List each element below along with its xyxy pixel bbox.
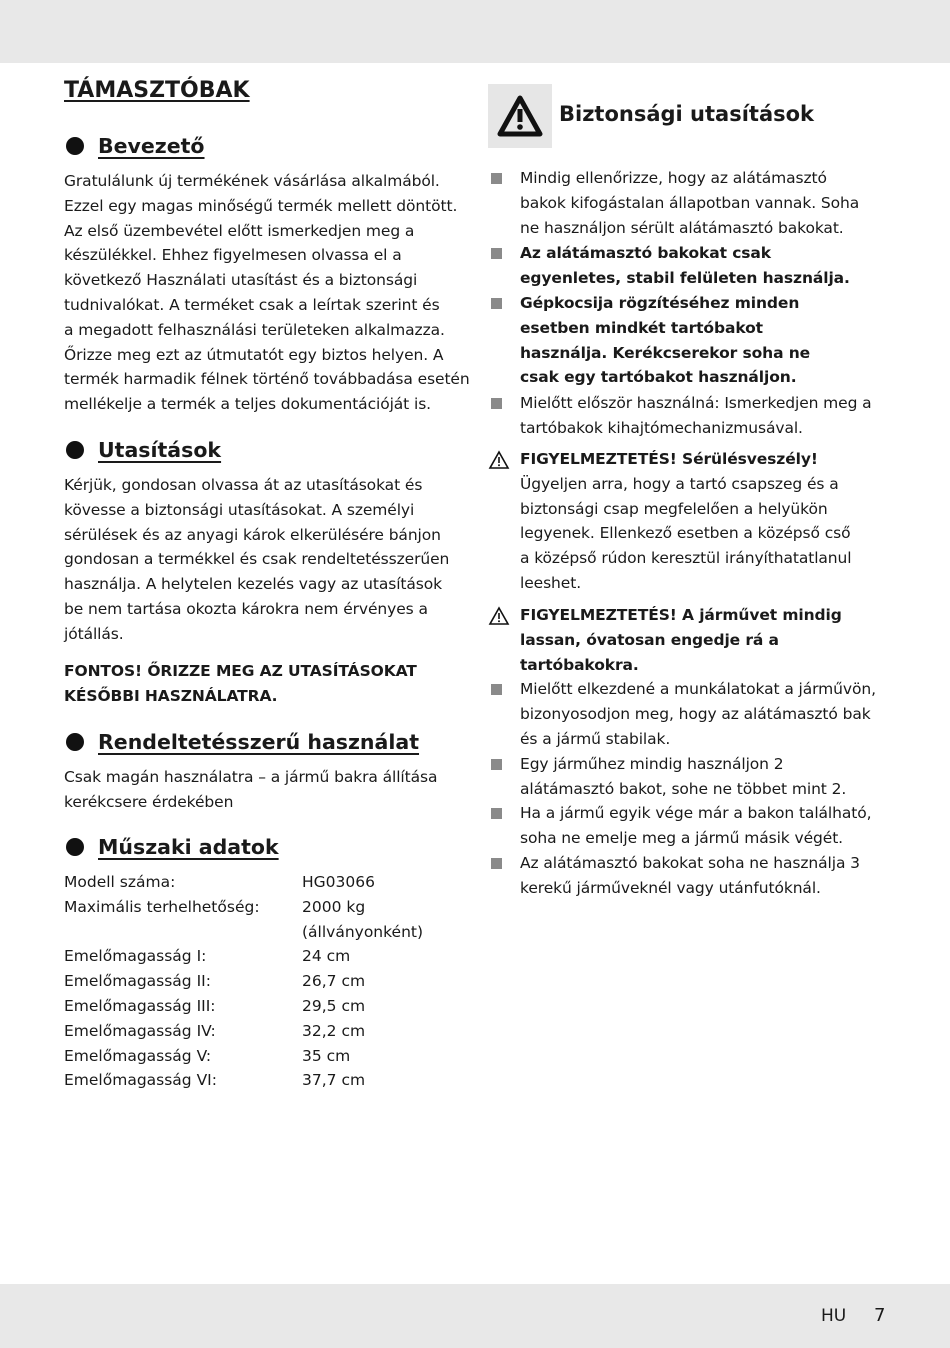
bullet-dot-icon	[66, 137, 84, 155]
spec-row	[64, 870, 423, 895]
use-text: Csak magán használatra – a jármű bakra állítása kerékcsere érdekében	[64, 768, 438, 811]
safety-list-item	[490, 241, 890, 291]
spec-label: Emelőmagasság II:	[64, 972, 211, 991]
spec-label: Emelőmagasság I:	[64, 947, 207, 966]
specs-table	[64, 870, 423, 1093]
warning-injury	[488, 447, 898, 596]
spec-value: 24 cm	[302, 947, 351, 966]
list-item-text: Ha a jármű egyik vége már a bakon található, soha ne emelje meg a jármű másik végét.	[520, 804, 872, 847]
spec-value: 26,7 cm	[302, 972, 366, 991]
spec-label: Maximális terhelhetőség:	[64, 897, 260, 916]
square-bullet-icon	[491, 759, 502, 770]
square-bullet-icon	[491, 173, 502, 184]
spec-value: 35 cm	[302, 1046, 351, 1065]
spec-value: 29,5 cm	[302, 996, 366, 1015]
list-item-text: Mielőtt elkezdené a munkálatokat a járművön, bizonyosodjon meg, hogy az alátámasztó bak és a jármű stabilak.	[520, 680, 876, 748]
spec-label: Emelőmagasság III:	[64, 996, 216, 1015]
warning-triangle-icon	[488, 450, 510, 470]
square-bullet-icon	[491, 684, 502, 695]
square-bullet-icon	[491, 858, 502, 869]
section-heading-use: Rendeltetésszerű használat	[66, 730, 419, 754]
warning-title: FIGYELMEZTETÉS! Sérülésveszély!	[520, 450, 818, 468]
list-item-text: Az alátámasztó bakokat csak egyenletes, stabil felületen használja.	[520, 244, 850, 287]
important-notice: FONTOS! ŐRIZZE MEG AZ UTASÍTÁSOKAT KÉSŐBBI HASZNÁLATRA.	[64, 662, 417, 705]
spec-row	[64, 1019, 423, 1044]
warning-triangle-icon	[496, 94, 544, 138]
spec-label: Emelőmagasság IV:	[64, 1021, 216, 1040]
spec-row	[64, 944, 423, 969]
list-item-text: Gépkocsija rögzítéséhez minden esetben mindkét tartóbakot használja. Kerékcserekor soha ne csak egy tartóbakot használjon.	[520, 294, 811, 387]
section-heading-specs: Műszaki adatok	[66, 835, 279, 859]
warning-lower-vehicle	[488, 603, 898, 677]
document-title: TÁMASZTÓBAK	[64, 78, 250, 103]
spec-value: 32,2 cm	[302, 1021, 366, 1040]
safety-list-item	[490, 752, 890, 802]
warning-title: FIGYELMEZTETÉS! A járművet mindig lassan, óvatosan engedje rá a tartóbakokra.	[520, 606, 842, 674]
spec-row	[64, 895, 423, 945]
spec-value: HG03066	[302, 873, 375, 891]
safety-list-item	[490, 801, 890, 851]
square-bullet-icon	[491, 298, 502, 309]
spec-label: Modell száma:	[64, 873, 176, 891]
square-bullet-icon	[491, 248, 502, 259]
spec-row	[64, 1044, 423, 1069]
safety-list-item	[490, 851, 890, 901]
bullet-dot-icon	[66, 733, 84, 751]
warning-icon-box	[488, 84, 552, 148]
safety-heading: Biztonsági utasítások	[559, 102, 815, 126]
page-number: 7	[874, 1305, 886, 1326]
safety-list-item	[490, 391, 890, 441]
spec-label: Emelőmagasság V:	[64, 1046, 212, 1065]
safety-list-item	[490, 291, 890, 390]
section-heading-intro: Bevezető	[66, 134, 205, 158]
instructions-text: Kérjük, gondosan olvassa át az utasításokat és kövesse a biztonsági utasításokat. A személyi sérülések és az anyagi károk elkerülésére bánjon gondosan a termékkel és csak rendeltetésszerűen használja. A helytelen kezelés vagy az utasítások be nem tartása okozta károkra nem érvényes a jótállás.	[64, 476, 450, 643]
list-item-text: Mindig ellenőrizze, hogy az alátámasztó bakok kifogástalan állapotban vannak. Soha ne használjon sérült alátámasztó bakokat.	[520, 169, 860, 237]
bullet-dot-icon	[66, 441, 84, 459]
safety-list-item	[490, 166, 890, 240]
intro-text: Gratulálunk új termékének vásárlása alkalmából. Ezzel egy magas minőségű termék mellett döntött. Az első üzembevétel előtt ismerkedjen meg a készülékkel. Ehhez figyelmesen olvassa el a következő Használati utasítást és a biztonsági tudnivalókat. A terméket csak a leírtak szerint és a megadott felhasználási területeken alkalmazza. Őrizze meg ezt az útmutatót egy biztos helyen. A termék harmadik félnek történő továbbadása esetén mellékelje a termék a teljes dokumentációját is.	[64, 172, 470, 414]
spec-row	[64, 969, 423, 994]
list-item-text: Az alátámasztó bakokat soha ne használja 3 kerekű járműveknél vagy utánfutóknál.	[520, 854, 860, 897]
spec-row	[64, 1068, 423, 1093]
language-code: HU	[821, 1306, 847, 1326]
section-heading-instructions: Utasítások	[66, 438, 221, 462]
spec-row	[64, 994, 423, 1019]
top-bar	[0, 0, 950, 63]
footer-bar	[0, 1284, 950, 1348]
list-item-text: Egy járműhez mindig használjon 2 alátámasztó bakot, sohe ne többet mint 2.	[520, 755, 847, 798]
safety-list-item	[490, 677, 890, 751]
warning-text: Ügyeljen arra, hogy a tartó csapszeg és a biztonsági csap megfelelően a helyükön legyenek. Ellenkező esetben a középső cső a középső rúdon keresztül irányíthatatlanul leeshet.	[520, 474, 852, 592]
spec-value: 37,7 cm	[302, 1071, 366, 1090]
warning-triangle-icon	[488, 606, 510, 626]
bullet-dot-icon	[66, 838, 84, 856]
square-bullet-icon	[491, 808, 502, 819]
spec-value: 2000 kg (állványonként)	[302, 897, 424, 941]
square-bullet-icon	[491, 398, 502, 409]
list-item-text: Mielőtt először használná: Ismerkedjen meg a tartóbakok kihajtómechanizmusával.	[520, 394, 872, 437]
spec-label: Emelőmagasság VI:	[64, 1071, 217, 1090]
